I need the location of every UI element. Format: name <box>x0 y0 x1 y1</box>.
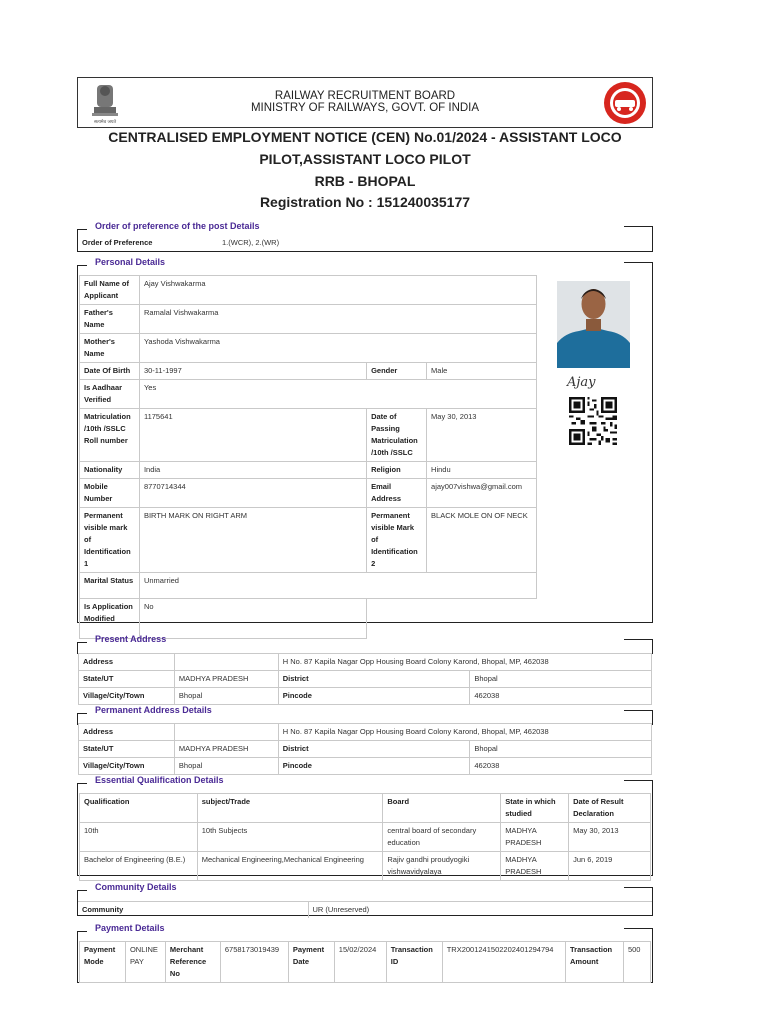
pincode-label: Pincode <box>278 758 470 775</box>
payment-table <box>79 941 651 983</box>
religion-label: Religion <box>367 462 427 479</box>
mother-name-value: Yashoda Vishwakarma <box>139 334 536 363</box>
payment-mode-label: Payment Mode <box>80 942 126 983</box>
section-line <box>77 251 653 252</box>
section-line <box>652 887 653 916</box>
aadhaar-label: Is Aadhaar Verified <box>80 380 140 409</box>
indian-railways-logo-icon <box>601 80 649 126</box>
city-label: Village/City/Town <box>79 688 175 705</box>
section-line <box>624 780 653 781</box>
pincode-value: 462038 <box>470 758 652 775</box>
address-label: Address <box>79 654 175 671</box>
qualification-title: Essential Qualification Details <box>95 775 224 785</box>
dob-value: 30-11-1997 <box>139 363 366 380</box>
preference-section-title: Order of preference of the post Details <box>95 221 260 231</box>
rrb-name: RRB - BHOPAL <box>314 173 416 189</box>
aadhaar-value: Yes <box>139 380 536 409</box>
section-line <box>652 780 653 876</box>
empty-cell <box>174 724 278 741</box>
mother-name-label: Mother's Name <box>80 334 140 363</box>
section-line <box>624 710 653 711</box>
transaction-amount-label: Transaction Amount <box>566 942 624 983</box>
qual-header: Date of Result Declaration <box>569 794 651 823</box>
section-line <box>77 783 78 876</box>
payment-title: Payment Details <box>95 923 165 933</box>
applicant-photo <box>557 281 630 368</box>
qual-cell: 10th Subjects <box>197 823 383 852</box>
preference-label: Order of Preference <box>82 238 153 247</box>
section-line <box>624 226 653 227</box>
section-line <box>624 639 653 640</box>
district-label: District <box>278 741 470 758</box>
qr-code-icon <box>569 397 617 445</box>
preference-value: 1.(WCR), 2.(WR) <box>222 238 280 247</box>
city-label: Village/City/Town <box>79 758 175 775</box>
empty-cell <box>174 654 278 671</box>
gender-value: Male <box>427 363 537 380</box>
address-label: Address <box>79 724 175 741</box>
ministry-name: MINISTRY OF RAILWAYS, GOVT. OF INDIA <box>250 102 480 114</box>
idmark2-label: Permanent visible Mark of Identification 2 <box>367 508 427 573</box>
qual-cell: central board of secondary education <box>383 823 501 852</box>
org-name: RAILWAY RECRUITMENT BOARD <box>274 90 456 102</box>
marital-value: Unmarried <box>139 573 536 599</box>
qual-cell: Jun 6, 2019 <box>569 852 651 881</box>
permanent-address-title: Permanent Address Details <box>95 705 212 715</box>
personal-section-title: Personal Details <box>95 257 166 267</box>
qual-header: Board <box>383 794 501 823</box>
email-label: Email Address <box>367 479 427 508</box>
idmark1-value: BIRTH MARK ON RIGHT ARM <box>139 508 366 573</box>
father-name-label: Father's Name <box>80 305 140 334</box>
present-address-title: Present Address <box>95 634 167 644</box>
idmark1-label: Permanent visible mark of Identification 1 <box>80 508 140 573</box>
community-label: Community <box>78 902 308 919</box>
full-name-value: Ajay Vishwakarma <box>139 276 536 305</box>
section-line <box>77 642 87 643</box>
transaction-id-value: TRX20012415022024012947​94 <box>442 942 565 983</box>
address-value: H No. 87 Kapila Nagar Opp Housing Board Colony Karond, Bhopal, MP, 462038 <box>278 724 651 741</box>
section-line <box>77 265 78 623</box>
permanent-address-table <box>78 723 652 775</box>
email-value: ajay007vishwa@gmail.com <box>427 479 537 508</box>
merchant-ref-value: 6758173019439 <box>220 942 288 983</box>
qual-cell: Bachelor of Engineering (B.E.) <box>80 852 198 881</box>
matric-date-value: May 30, 2013 <box>427 409 537 462</box>
present-address-table <box>78 653 652 705</box>
section-line <box>77 713 87 714</box>
qual-cell: May 30, 2013 <box>569 823 651 852</box>
full-name-label: Full Name of Applicant <box>80 276 140 305</box>
nationality-value: India <box>139 462 366 479</box>
payment-mode-value: ONLINE PAY <box>125 942 165 983</box>
personal-details-table <box>79 275 537 639</box>
section-line <box>652 639 653 654</box>
marital-label: Marital Status <box>80 573 140 599</box>
state-label: State/UT <box>79 741 175 758</box>
community-title: Community Details <box>95 882 177 892</box>
section-line <box>652 226 653 252</box>
payment-date-value: 15/02/2024 <box>334 942 386 983</box>
city-value: Bhopal <box>174 758 278 775</box>
religion-value: Hindu <box>427 462 537 479</box>
mobile-value: 8770714344 <box>139 479 366 508</box>
section-line <box>652 262 653 623</box>
district-value: Bhopal <box>470 741 652 758</box>
qual-header: subject/Trade <box>197 794 383 823</box>
signature-text: Ajay <box>567 375 596 390</box>
matric-roll-value: 1175641 <box>139 409 366 462</box>
section-line <box>77 783 87 784</box>
section-line <box>77 229 87 230</box>
qual-cell: Mechanical Engineering,Mechanical Engineering <box>197 852 383 881</box>
state-value: MADHYA PRADESH <box>174 741 278 758</box>
nationality-label: Nationality <box>80 462 140 479</box>
qual-header: Qualification <box>80 794 198 823</box>
registration-number: Registration No : 151240035177 <box>259 194 471 210</box>
header-box <box>77 77 653 128</box>
matric-roll-label: Matriculation /10th /SSLC Roll number <box>80 409 140 462</box>
section-line <box>652 928 653 983</box>
payment-date-label: Payment Date <box>288 942 334 983</box>
qual-header: State in which studied <box>501 794 569 823</box>
district-label: District <box>278 671 470 688</box>
state-value: MADHYA PRADESH <box>174 671 278 688</box>
section-line <box>624 887 653 888</box>
gender-label: Gender <box>367 363 427 380</box>
notice-title-line1: CENTRALISED EMPLOYMENT NOTICE (CEN) No.01/2024 - ASSISTANT LOCO <box>108 129 622 145</box>
section-line <box>624 928 653 929</box>
qual-cell: Rajiv gandhi proudyogiki vishwavidyalaya <box>383 852 501 881</box>
preference-table <box>78 237 652 249</box>
section-line <box>624 262 653 263</box>
qual-cell: MADHYA PRADESH <box>501 852 569 881</box>
transaction-amount-value: 500 <box>623 942 650 983</box>
dob-label: Date Of Birth <box>80 363 140 380</box>
empty-cell <box>367 599 537 639</box>
modified-value: No <box>139 599 366 639</box>
qual-cell: MADHYA PRADESH <box>501 823 569 852</box>
section-line <box>77 931 78 983</box>
section-line <box>77 890 87 891</box>
emblem-text: सत्यमेव जयते <box>93 120 117 125</box>
community-table <box>78 901 652 918</box>
notice-title-line2: PILOT,ASSISTANT LOCO PILOT <box>259 151 471 167</box>
transaction-id-label: Transaction ID <box>386 942 442 983</box>
pincode-label: Pincode <box>278 688 470 705</box>
section-line <box>652 710 653 725</box>
section-line <box>77 931 87 932</box>
applicant-signature <box>557 370 617 393</box>
state-label: State/UT <box>79 671 175 688</box>
address-value: H No. 87 Kapila Nagar Opp Housing Board Colony Karond, Bhopal, MP, 462038 <box>278 654 651 671</box>
section-line <box>77 265 87 266</box>
qual-cell: 10th <box>80 823 198 852</box>
mobile-label: Mobile Number <box>80 479 140 508</box>
pincode-value: 462038 <box>470 688 652 705</box>
community-value: UR (Unreserved) <box>308 902 652 919</box>
merchant-ref-label: Merchant Reference No <box>165 942 220 983</box>
qualification-table <box>79 793 651 881</box>
city-value: Bhopal <box>174 688 278 705</box>
modified-label: Is Application Modified <box>80 599 140 639</box>
father-name-value: Ramalal Vishwakarma <box>139 305 536 334</box>
idmark2-value: BLACK MOLE ON OF NECK <box>427 508 537 573</box>
district-value: Bhopal <box>470 671 652 688</box>
matric-date-label: Date of Passing Matriculation /10th /SSLC <box>367 409 427 462</box>
